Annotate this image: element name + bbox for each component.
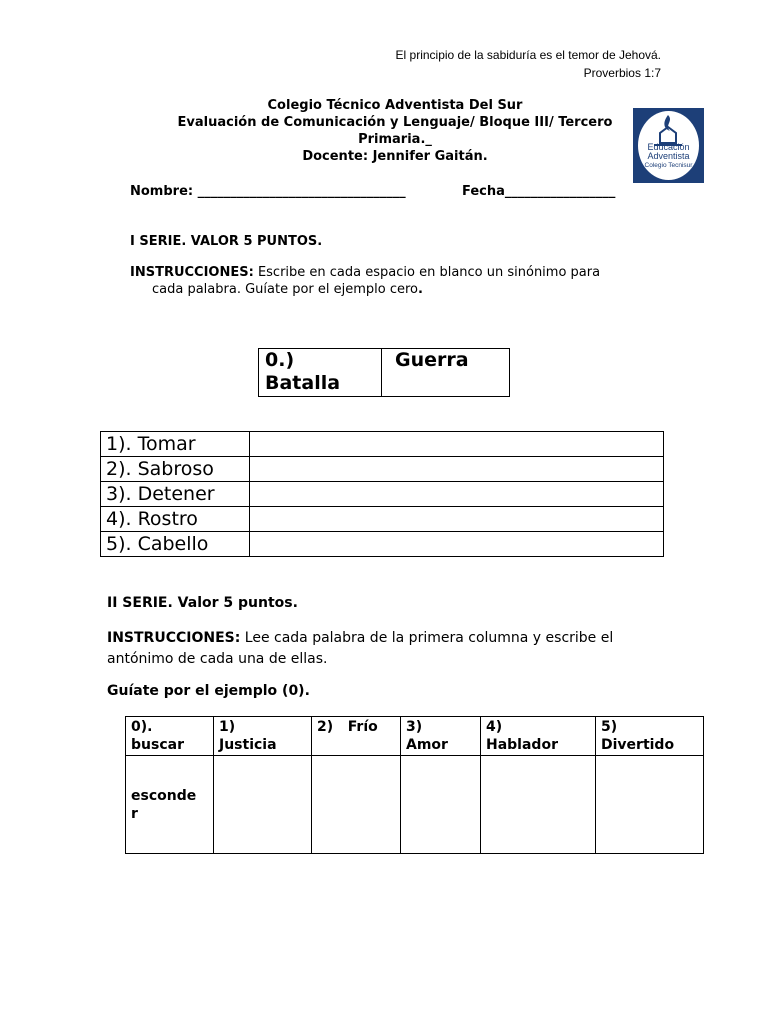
antonyms-table xyxy=(125,716,704,854)
logo-line-1: Educación xyxy=(647,142,690,152)
table-row xyxy=(126,756,704,854)
header-cell: 3) Amor xyxy=(401,717,481,756)
word-cell: 2). Sabroso xyxy=(101,457,250,482)
table-row xyxy=(101,532,664,557)
answer-cell[interactable] xyxy=(250,432,664,457)
table-header-row xyxy=(126,717,704,756)
table-row xyxy=(101,457,664,482)
answer-cell[interactable] xyxy=(401,756,481,854)
bible-verse xyxy=(396,46,661,82)
answer-cell[interactable] xyxy=(250,457,664,482)
header-cell: 0). buscar xyxy=(126,717,214,756)
instructions-text-continued: antónimo de cada una de ellas. xyxy=(107,651,328,667)
answer-cell[interactable] xyxy=(596,756,704,854)
table-row xyxy=(101,482,664,507)
serie-1-title: I SERIE. VALOR 5 PUNTOS. xyxy=(130,234,323,249)
instructions-label: INSTRUCCIONES: xyxy=(107,630,241,646)
logo-line-2: Adventista xyxy=(647,151,690,161)
header-cell: 5) Divertido xyxy=(596,717,704,756)
document-header xyxy=(160,97,630,165)
word-cell: 3). Detener xyxy=(101,482,250,507)
example-word-cell: 0.) Batalla xyxy=(259,349,382,397)
word-cell: 1). Tomar xyxy=(101,432,250,457)
verse-reference: Proverbios 1:7 xyxy=(583,66,661,80)
header-cell: 4) Hablador xyxy=(481,717,596,756)
word-cell: 4). Rostro xyxy=(101,507,250,532)
synonyms-table xyxy=(100,431,664,557)
serie-2-guide: Guíate por el ejemplo (0). xyxy=(107,683,310,699)
header-cell: 1) Justicia xyxy=(214,717,312,756)
instructions-text-continued: cada palabra. Guíate por el ejemplo cero xyxy=(152,282,419,297)
word-cell: 5). Cabello xyxy=(101,532,250,557)
answer-cell[interactable] xyxy=(250,532,664,557)
answer-cell[interactable] xyxy=(250,507,664,532)
answer-cell[interactable] xyxy=(312,756,401,854)
answer-cell[interactable] xyxy=(214,756,312,854)
school-logo xyxy=(633,108,704,183)
header-cell: 2) Frío xyxy=(312,717,401,756)
verse-text: El principio de la sabiduría es el temor de Jehová. xyxy=(395,48,661,62)
example-answer-cell: Guerra xyxy=(382,349,510,397)
serie-2-instructions xyxy=(107,628,707,670)
name-field[interactable]: Nombre: ________________________________ xyxy=(130,184,406,199)
answer-cell: esconde r xyxy=(126,756,214,854)
answer-cell[interactable] xyxy=(481,756,596,854)
evaluation-title: Evaluación de Comunicación y Lenguaje/ Bloque III/ Tercero xyxy=(177,115,613,130)
serie-2-title: II SERIE. Valor 5 puntos. xyxy=(107,595,298,611)
answer-cell[interactable] xyxy=(250,482,664,507)
evaluation-title-continued: Primaria._ xyxy=(358,132,432,147)
table-row xyxy=(101,507,664,532)
date-field[interactable]: Fecha_________________ xyxy=(462,184,616,199)
example-table xyxy=(258,348,510,397)
instructions-text: Lee cada palabra de la primera columna y escribe el xyxy=(240,630,614,646)
instructions-label: INSTRUCCIONES: xyxy=(130,265,254,280)
serie-1-instructions: INSTRUCCIONES: Escribe en cada espacio en blanco un sinónimo para cada palabra. Guíate por el ejemplo cero. xyxy=(130,265,601,297)
instructions-text: Escribe en cada espacio en blanco un sinónimo para xyxy=(253,265,601,280)
teacher-name: Docente: Jennifer Gaitán. xyxy=(302,149,488,164)
table-row xyxy=(101,432,664,457)
school-name: Colegio Técnico Adventista Del Sur xyxy=(267,98,523,113)
logo-line-3: Colegio Tecnisur xyxy=(644,162,693,169)
